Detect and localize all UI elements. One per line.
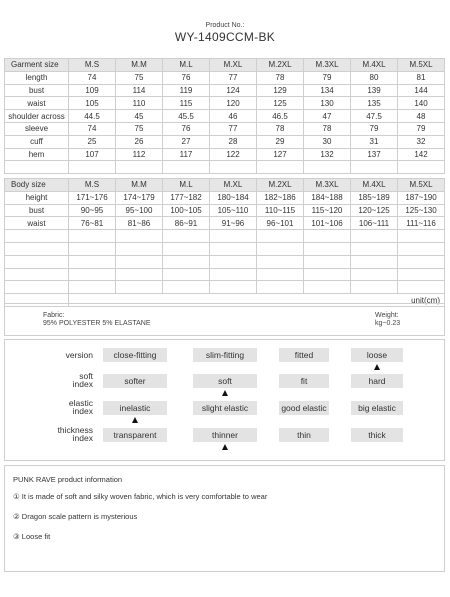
value-cell: 76 (163, 122, 210, 135)
attribute-option: thick (351, 428, 403, 442)
value-cell: 86~91 (163, 217, 210, 230)
row-label-cell (5, 255, 69, 268)
value-cell: 109 (69, 84, 116, 97)
value-cell (116, 230, 163, 243)
value-cell: 48 (398, 110, 445, 123)
value-cell: 125 (257, 97, 304, 110)
value-cell (304, 161, 351, 174)
value-cell: 106~111 (351, 217, 398, 230)
info-point-1: ① It is made of soft and silky woven fabric, which is very comfortable to wear (13, 492, 268, 501)
value-cell: 32 (398, 135, 445, 148)
row-label-cell (5, 281, 69, 294)
value-cell: 46 (210, 110, 257, 123)
size-header-cell: M.3XL (304, 59, 351, 72)
value-cell: 105 (69, 97, 116, 110)
row-label-cell: waist (5, 97, 69, 110)
value-cell: 139 (351, 84, 398, 97)
attribute-option: slight elastic (193, 401, 257, 415)
value-cell (210, 281, 257, 294)
value-cell (351, 230, 398, 243)
attribute-index-box (4, 339, 445, 461)
attribute-option: fitted (279, 348, 329, 362)
value-cell (257, 242, 304, 255)
value-cell: 187~190 (398, 191, 445, 204)
value-cell: 76~81 (69, 217, 116, 230)
info-point-2: ② Dragon scale pattern is mysterious (13, 512, 138, 521)
body-size-table (4, 178, 445, 307)
value-cell: 27 (163, 135, 210, 148)
value-cell: 130 (304, 97, 351, 110)
value-cell: 78 (257, 122, 304, 135)
value-cell: 124 (210, 84, 257, 97)
value-cell (210, 242, 257, 255)
row-label-cell: bust (5, 204, 69, 217)
value-cell: 100~105 (163, 204, 210, 217)
row-label-cell (5, 230, 69, 243)
value-cell (398, 255, 445, 268)
value-cell: 26 (116, 135, 163, 148)
product-info-box (4, 465, 445, 572)
value-cell: 137 (351, 148, 398, 161)
table-row (5, 135, 445, 148)
attribute-option: big elastic (351, 401, 403, 415)
product-code: WY-1409CCM-BK (174, 30, 276, 44)
attribute-option: fit (279, 374, 329, 388)
value-cell (210, 230, 257, 243)
value-cell (351, 161, 398, 174)
value-cell: 182~186 (257, 191, 304, 204)
size-header-cell: M.2XL (257, 179, 304, 192)
size-header-cell: M.4XL (351, 179, 398, 192)
row-label-cell: sleeve (5, 122, 69, 135)
value-cell: 79 (351, 122, 398, 135)
value-cell: 79 (398, 122, 445, 135)
row-label-cell: waist (5, 217, 69, 230)
table-row (5, 148, 445, 161)
attribute-label-line: elastic (68, 398, 93, 408)
attribute-label (13, 399, 93, 415)
attribute-option: hard (351, 374, 403, 388)
value-cell: 75 (116, 122, 163, 135)
size-header-cell: M.5XL (398, 59, 445, 72)
value-cell (398, 268, 445, 281)
value-cell (69, 281, 116, 294)
value-cell: 80 (351, 71, 398, 84)
value-cell: 185~189 (351, 191, 398, 204)
value-cell (257, 255, 304, 268)
value-cell (69, 230, 116, 243)
value-cell (398, 242, 445, 255)
value-cell (163, 281, 210, 294)
size-header-cell: M.M (116, 59, 163, 72)
attribute-option: transparent (103, 428, 167, 442)
unit-label: unit(cm) (69, 294, 445, 307)
attribute-option: thinner (193, 428, 257, 442)
info-point-3: ③ Loose fit (13, 532, 51, 541)
attribute-option: slim-fitting (193, 348, 257, 362)
value-cell: 46.5 (257, 110, 304, 123)
table-row (5, 217, 445, 230)
value-cell: 44.5 (69, 110, 116, 123)
table-title-cell: Garment size (5, 59, 69, 72)
value-cell (304, 268, 351, 281)
value-cell: 135 (351, 97, 398, 110)
row-label-cell: length (5, 71, 69, 84)
fabric-info-box (4, 303, 445, 336)
value-cell: 112 (116, 148, 163, 161)
attribute-label-line: soft (79, 371, 93, 381)
table-row (5, 84, 445, 97)
table-row (5, 71, 445, 84)
value-cell: 47 (304, 110, 351, 123)
value-cell (398, 230, 445, 243)
value-cell: 107 (69, 148, 116, 161)
value-cell (257, 230, 304, 243)
size-header-cell: M.L (163, 59, 210, 72)
value-cell: 110 (116, 97, 163, 110)
value-cell: 28 (210, 135, 257, 148)
attribute-option: loose (351, 348, 403, 362)
value-cell: 81 (398, 71, 445, 84)
table-header-row (5, 179, 445, 192)
value-cell: 78 (257, 71, 304, 84)
value-cell: 29 (257, 135, 304, 148)
value-cell: 132 (304, 148, 351, 161)
value-cell: 78 (304, 122, 351, 135)
table-header-row (5, 59, 445, 72)
value-cell (163, 230, 210, 243)
size-header-cell: M.5XL (398, 179, 445, 192)
size-header-cell: M.XL (210, 59, 257, 72)
value-cell: 96~101 (257, 217, 304, 230)
value-cell: 127 (257, 148, 304, 161)
value-cell: 77 (210, 122, 257, 135)
attribute-option: softer (103, 374, 167, 388)
value-cell (304, 230, 351, 243)
weight-block (375, 312, 400, 328)
value-cell: 74 (69, 71, 116, 84)
weight-value: kg~0.23 (375, 320, 401, 327)
value-cell (163, 255, 210, 268)
value-cell: 144 (398, 84, 445, 97)
value-cell (69, 161, 116, 174)
row-label-cell: shoulder across (5, 110, 69, 123)
value-cell: 110~115 (257, 204, 304, 217)
table-row (5, 268, 445, 281)
value-cell: 91~96 (210, 217, 257, 230)
value-cell: 125~130 (398, 204, 445, 217)
value-cell: 95~100 (116, 204, 163, 217)
table-row (5, 204, 445, 217)
value-cell (163, 242, 210, 255)
value-cell (116, 255, 163, 268)
value-cell (163, 268, 210, 281)
row-label-cell: cuff (5, 135, 69, 148)
row-label-cell (5, 242, 69, 255)
value-cell: 142 (398, 148, 445, 161)
fabric-value: 95% POLYESTER 5% ELASTANE (43, 320, 151, 327)
value-cell: 177~182 (163, 191, 210, 204)
size-header-cell: M.XL (210, 179, 257, 192)
value-cell (398, 281, 445, 294)
row-label-cell: hem (5, 148, 69, 161)
product-no-label: Product No.: (205, 22, 245, 29)
value-cell: 120 (210, 97, 257, 110)
value-cell: 90~95 (69, 204, 116, 217)
value-cell (351, 281, 398, 294)
value-cell: 47.5 (351, 110, 398, 123)
value-cell (210, 161, 257, 174)
value-cell (257, 268, 304, 281)
row-label-cell: height (5, 191, 69, 204)
attribute-label-line: index (72, 406, 93, 416)
value-cell: 140 (398, 97, 445, 110)
value-cell (398, 161, 445, 174)
value-cell: 115~120 (304, 204, 351, 217)
table-row (5, 97, 445, 110)
value-cell (116, 268, 163, 281)
row-label-cell (5, 161, 69, 174)
value-cell: 174~179 (116, 191, 163, 204)
table-row (5, 242, 445, 255)
value-cell (304, 255, 351, 268)
row-label-cell: bust (5, 84, 69, 97)
attribute-label: version (65, 350, 93, 360)
value-cell: 171~176 (69, 191, 116, 204)
value-cell (116, 161, 163, 174)
attribute-option: good elastic (279, 401, 329, 415)
value-cell (210, 255, 257, 268)
value-cell (69, 268, 116, 281)
value-cell: 45.5 (163, 110, 210, 123)
value-cell: 105~110 (210, 204, 257, 217)
value-cell: 79 (304, 71, 351, 84)
fabric-label: Fabric: (43, 312, 65, 319)
value-cell (304, 281, 351, 294)
value-cell (210, 268, 257, 281)
value-cell: 101~106 (304, 217, 351, 230)
selected-indicator-icon (222, 444, 228, 450)
value-cell: 119 (163, 84, 210, 97)
value-cell: 134 (304, 84, 351, 97)
value-cell: 122 (210, 148, 257, 161)
info-title: PUNK RAVE product information (13, 475, 123, 484)
value-cell: 45 (116, 110, 163, 123)
value-cell: 180~184 (210, 191, 257, 204)
value-cell (69, 242, 116, 255)
attribute-option: close-fitting (103, 348, 167, 362)
table-title-cell: Body size (5, 179, 69, 192)
attribute-option: soft (193, 374, 257, 388)
value-cell (116, 242, 163, 255)
attribute-label (13, 372, 93, 388)
selected-indicator-icon (374, 364, 380, 370)
value-cell (304, 242, 351, 255)
value-cell: 77 (210, 71, 257, 84)
size-header-cell: M.L (163, 179, 210, 192)
value-cell: 114 (116, 84, 163, 97)
table-row (5, 110, 445, 123)
size-header-cell: M.3XL (304, 179, 351, 192)
table-row (5, 255, 445, 268)
value-cell: 184~188 (304, 191, 351, 204)
attribute-option: thin (279, 428, 329, 442)
row-label-cell (5, 268, 69, 281)
table-row (5, 122, 445, 135)
selected-indicator-icon (222, 390, 228, 396)
table-row (5, 161, 445, 174)
size-header-cell: M.2XL (257, 59, 304, 72)
weight-label: Weight: (375, 312, 399, 319)
value-cell: 76 (163, 71, 210, 84)
size-header-cell: M.S (69, 179, 116, 192)
attribute-label (13, 426, 93, 442)
value-cell: 74 (69, 122, 116, 135)
value-cell (351, 268, 398, 281)
table-row (5, 281, 445, 294)
value-cell (69, 255, 116, 268)
table-row (5, 191, 445, 204)
attribute-label-line: index (72, 433, 93, 443)
value-cell: 25 (69, 135, 116, 148)
value-cell: 31 (351, 135, 398, 148)
size-header-cell: M.S (69, 59, 116, 72)
value-cell (351, 242, 398, 255)
value-cell (163, 161, 210, 174)
table-row (5, 230, 445, 243)
fabric-block (43, 312, 151, 328)
value-cell: 129 (257, 84, 304, 97)
value-cell: 81~86 (116, 217, 163, 230)
value-cell: 75 (116, 71, 163, 84)
selected-indicator-icon (132, 417, 138, 423)
value-cell (116, 281, 163, 294)
value-cell (351, 255, 398, 268)
size-header-cell: M.4XL (351, 59, 398, 72)
size-header-cell: M.M (116, 179, 163, 192)
value-cell: 117 (163, 148, 210, 161)
value-cell (257, 161, 304, 174)
garment-size-table (4, 58, 445, 174)
attribute-label-line: index (72, 379, 93, 389)
value-cell: 115 (163, 97, 210, 110)
value-cell: 30 (304, 135, 351, 148)
value-cell: 111~116 (398, 217, 445, 230)
value-cell: 120~125 (351, 204, 398, 217)
value-cell (257, 281, 304, 294)
attribute-option: inelastic (103, 401, 167, 415)
attribute-label-line: thickness (57, 425, 93, 435)
